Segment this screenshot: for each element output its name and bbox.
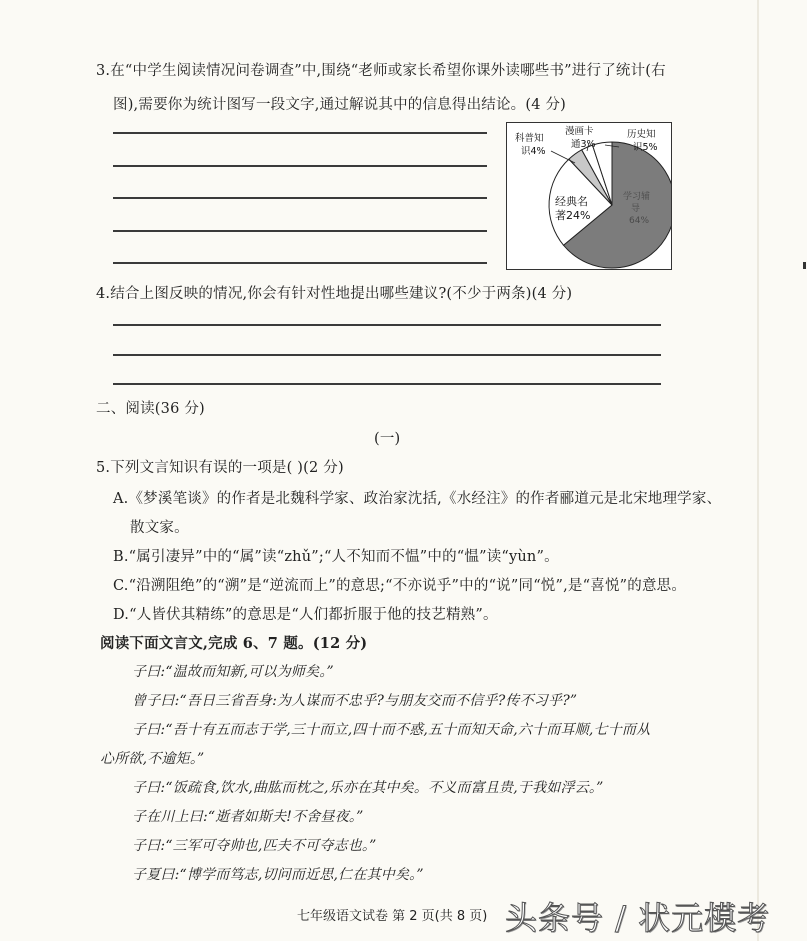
option-d: D.“人皆伏其精练”的意思是“人们都折服于他的技艺精熟”。 [113,607,498,623]
analects-7: 子夏曰:“博学而笃志,切问而近思,仁在其中矣。” [132,867,424,883]
label-science: 科普知 [515,133,544,144]
page-edge [757,0,759,941]
analects-3-line-1: 子曰:“吾十有五而志于学,三十而立,四十而不惑,五十而知天命,六十而耳顺,七十而从 [132,722,651,738]
question-4: 4.结合上图反映的情况,你会有针对性地提出哪些建议?(不少于两条)(4 分) [96,286,573,302]
analects-2: 曾子曰:“吾日三省吾身:为人谋而不忠乎?与朋友交而不信乎?传不习乎?” [132,693,578,709]
label-study: 学习辅 [623,192,651,202]
watermark: 头条号 / 状元模考 [505,899,771,937]
answer-line[interactable] [113,197,487,199]
analects-4: 子曰:“饭疏食,饮水,曲肱而枕之,乐亦在其中矣。不义而富且贵,于我如浮云。” [132,780,604,796]
section-2-title: 二、阅读(36 分) [96,401,205,417]
option-c: C.“沿溯阻绝”的“溯”是“逆流而上”的意思;“不亦说乎”中的“说”同“悦”,是“喜悦”的意思。 [113,578,687,594]
label-classics: 经典名 [555,195,588,208]
answer-line[interactable] [113,262,487,264]
label-study-2: 导 [631,204,641,214]
option-b: B.“属引凄异”中的“属”读“zhǔ”;“人不知而不愠”中的“愠”读“yùn”。 [113,549,559,565]
label-study-pct: 64% [629,216,650,226]
question-3-line-2: 图),需要你为统计图写一段文字,通过解说其中的信息得出结论。(4 分) [113,97,567,113]
page-footer: 七年级语文试卷 第 2 页(共 8 页) [297,909,488,924]
option-a-line-1: A.《梦溪笔谈》的作者是北魏科学家、政治家沈括,《水经注》的作者郦道元是北宋地理学家、 [113,491,722,507]
answer-line[interactable] [113,132,487,134]
answer-line[interactable] [113,383,661,385]
answer-line[interactable] [113,230,487,232]
analects-3-line-2: 心所欲,不逾矩。” [100,751,205,767]
scan-mark [803,262,806,269]
label-comics-pct: 通3% [571,139,596,150]
pie-chart [506,122,672,270]
analects-1: 子曰:“温故而知新,可以为师矣。” [132,664,334,680]
label-science-pct: 识4% [521,146,546,157]
pie-chart-graphic [507,123,671,269]
option-a-line-2: 散文家。 [130,520,189,536]
answer-line[interactable] [113,324,661,326]
analects-5: 子在川上曰:“逝者如斯夫!不舍昼夜。” [132,809,364,825]
question-3-line-1: 3.在“中学生阅读情况问卷调查”中,围绕“老师或家长希望你课外读哪些书”进行了统计(右 [96,63,666,79]
label-history: 历史知 [627,129,656,140]
section-2-part-1: (一) [374,431,401,447]
reading-intro: 阅读下面文言文,完成 6、7 题。(12 分) [100,635,368,652]
label-comics: 漫画卡 [565,126,594,137]
answer-line[interactable] [113,354,661,356]
label-history-pct: 识5% [633,142,658,153]
question-5-stem: 5.下列文言知识有误的一项是( )(2 分) [96,460,344,476]
label-classics-pct: 著24% [555,209,591,222]
answer-line[interactable] [113,165,487,167]
analects-6: 子曰:“三军可夺帅也,匹夫不可夺志也。” [132,838,377,854]
